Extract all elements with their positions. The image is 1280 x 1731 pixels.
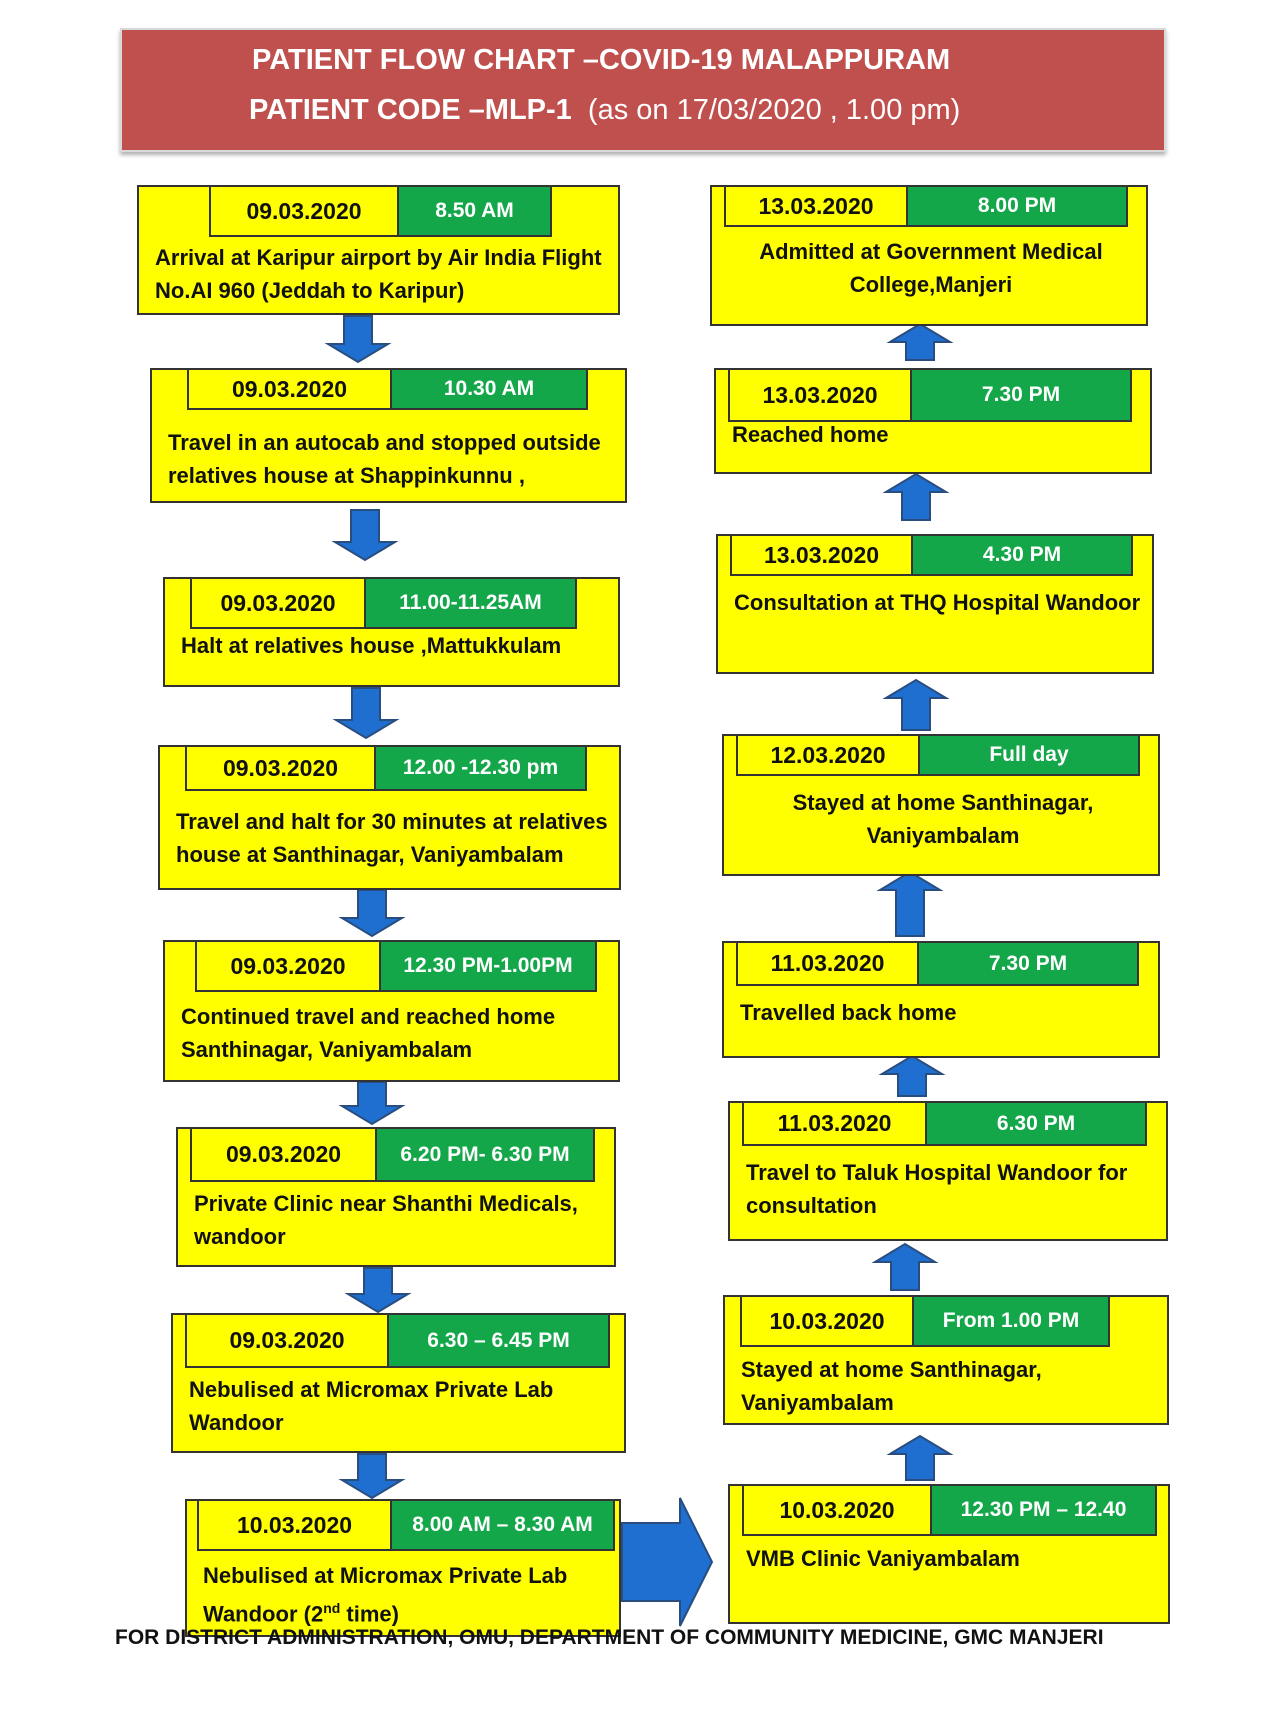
- event-description: Halt at relatives house ,Mattukkulam: [181, 633, 562, 658]
- event-time: 8.50 AM: [397, 185, 552, 237]
- event-description: Travel and halt for 30 minutes at relatives house at Santhinagar, Vaniyambalam: [176, 809, 608, 867]
- event-date: 09.03.2020: [190, 577, 366, 629]
- up-arrow-icon: [880, 872, 940, 936]
- chart-title: PATIENT FLOW CHART –COVID-19 MALAPPURAM: [252, 44, 951, 76]
- event-description: Travel in an autocab and stopped outside relatives house at Shappinkunnu ,: [168, 430, 601, 488]
- event-card: [185, 1499, 621, 1637]
- event-card: [163, 577, 620, 687]
- event-description: Consultation at THQ Hospital Wandoor: [734, 590, 1141, 615]
- event-description: Continued travel and reached home Santhinagar, Vaniyambalam: [181, 1004, 556, 1062]
- up-arrow-icon: [886, 680, 946, 730]
- event-time: 4.30 PM: [911, 534, 1133, 576]
- up-arrow-icon: [890, 1436, 950, 1480]
- down-arrow-icon: [342, 1454, 402, 1498]
- event-description: Admitted at Government Medical College,Manjeri: [759, 239, 1103, 297]
- event-date: 11.03.2020: [742, 1101, 927, 1146]
- event-time: 6.20 PM- 6.30 PM: [375, 1127, 595, 1182]
- event-description: Travelled back home: [740, 1000, 957, 1025]
- event-description: Reached home: [732, 422, 889, 447]
- right-arrow-icon: [622, 1498, 712, 1626]
- event-card: [176, 1127, 616, 1267]
- event-date: 13.03.2020: [728, 368, 912, 422]
- as-on-date: (as on 17/03/2020 , 1.00 pm): [587, 94, 961, 126]
- event-date: 10.03.2020: [740, 1295, 914, 1347]
- event-time: 7.30 PM: [910, 368, 1132, 422]
- event-card: [728, 1101, 1168, 1241]
- event-date: 10.03.2020: [742, 1484, 932, 1536]
- event-date: 09.03.2020: [187, 368, 392, 410]
- event-time: From 1.00 PM: [912, 1295, 1110, 1347]
- event-date: 09.03.2020: [185, 1313, 389, 1368]
- event-time: 8.00 AM – 8.30 AM: [390, 1499, 615, 1551]
- down-arrow-icon: [342, 1082, 402, 1124]
- event-date: 13.03.2020: [730, 534, 913, 576]
- event-description: Arrival at Karipur airport by Air India Flight No.AI 960 (Jeddah to Karipur): [155, 245, 602, 303]
- event-date: 12.03.2020: [736, 734, 920, 776]
- event-time: 12.00 -12.30 pm: [374, 745, 587, 791]
- event-time: 11.00-11.25AM: [364, 577, 577, 629]
- up-arrow-icon: [890, 324, 950, 360]
- event-time: 12.30 PM-1.00PM: [379, 940, 597, 992]
- event-card: [710, 185, 1148, 326]
- down-arrow-icon: [336, 688, 396, 738]
- event-card: [163, 940, 620, 1082]
- event-description: Private Clinic near Shanthi Medicals, wandoor: [194, 1191, 578, 1249]
- event-card: [716, 534, 1154, 674]
- event-description: Stayed at home Santhinagar, Vaniyambalam: [741, 1357, 1042, 1415]
- event-date: 13.03.2020: [724, 185, 908, 227]
- down-arrow-icon: [328, 316, 388, 362]
- event-description: Travel to Taluk Hospital Wandoor for consultation: [746, 1160, 1128, 1218]
- event-card: [171, 1313, 626, 1453]
- patient-code-line: [249, 94, 1280, 127]
- event-date: 09.03.2020: [190, 1127, 377, 1182]
- event-date: 09.03.2020: [209, 185, 399, 237]
- event-card: [150, 368, 627, 503]
- event-card: [723, 1295, 1169, 1425]
- event-date: 11.03.2020: [736, 941, 919, 986]
- footer-credit: FOR DISTRICT ADMINISTRATION, OMU, DEPARTMENT OF COMMUNITY MEDICINE, GMC MANJERI: [115, 1626, 1104, 1649]
- event-card: [722, 941, 1160, 1058]
- event-description: VMB Clinic Vaniyambalam: [746, 1546, 1020, 1571]
- event-card: [714, 368, 1152, 474]
- title-banner: [120, 28, 1166, 152]
- event-date: 10.03.2020: [197, 1499, 392, 1551]
- down-arrow-icon: [335, 510, 395, 560]
- down-arrow-icon: [342, 890, 402, 936]
- event-time: 10.30 AM: [390, 368, 588, 410]
- event-card: [722, 734, 1160, 876]
- event-description: Stayed at home Santhinagar, Vaniyambalam: [792, 790, 1094, 848]
- up-arrow-icon: [875, 1244, 935, 1290]
- down-arrow-icon: [348, 1268, 408, 1312]
- event-card: [158, 745, 621, 890]
- event-date: 09.03.2020: [195, 940, 381, 992]
- event-time: 7.30 PM: [917, 941, 1139, 986]
- event-time: Full day: [918, 734, 1140, 776]
- up-arrow-icon: [886, 474, 946, 520]
- patient-code: PATIENT CODE –MLP-1: [249, 94, 572, 126]
- event-date: 09.03.2020: [185, 745, 376, 791]
- event-description: Nebulised at Micromax Private Lab Wandoor: [189, 1377, 554, 1435]
- event-time: 12.30 PM – 12.40: [930, 1484, 1157, 1536]
- up-arrow-icon: [882, 1056, 942, 1096]
- event-time: 8.00 PM: [906, 185, 1128, 227]
- event-card: [137, 185, 620, 315]
- event-time: 6.30 – 6.45 PM: [387, 1313, 610, 1368]
- event-card: [728, 1484, 1170, 1624]
- event-description: Nebulised at Micromax Private Lab Wandoor (2nd time): [203, 1563, 568, 1627]
- event-time: 6.30 PM: [925, 1101, 1147, 1146]
